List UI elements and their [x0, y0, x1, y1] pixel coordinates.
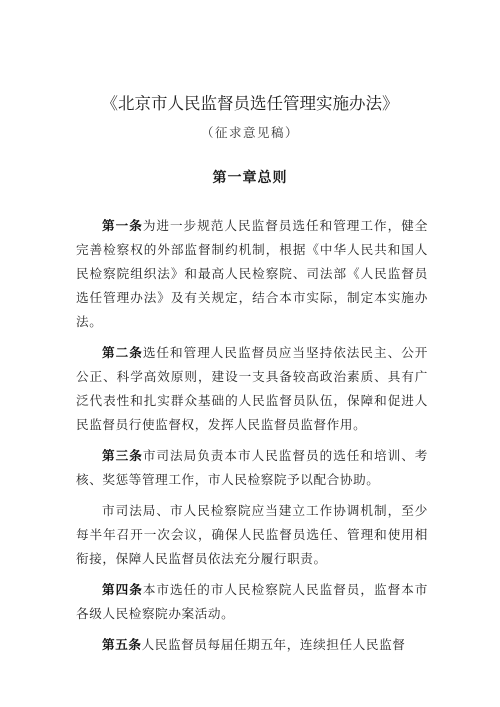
article-2-paragraph — [76, 341, 428, 437]
article-3-paragraph — [76, 444, 428, 492]
document-title: 《北京市人民监督员选任管理实施办法》 — [101, 94, 399, 113]
article-1-paragraph — [76, 214, 428, 334]
chapter-heading: 第一章总则 — [212, 170, 288, 186]
article-text: 为进一步规范人民监督员选任和管理工作，健全完善检察权的外部监督制约机制，根据《中华人民共和国人民检察院组织法》和最高人民检察院、司法部《人民监督员选任管理办法》及有关规定，结合本市实际，制定本实施办法。 — [76, 218, 428, 329]
article-text: 选任和管理人民监督员应当坚持依法民主、公开公正、科学高效原则，建设一支具备较高政治素质、具有广泛代表性和扎实群众基础的人民监督员队伍，保障和促进人民监督员行使监督权，发挥人民监督员监督作用。 — [76, 345, 428, 432]
document-body — [76, 214, 428, 664]
article-label: 第三条 — [102, 448, 143, 463]
article-label: 第二条 — [102, 345, 143, 360]
article-4-paragraph — [76, 578, 428, 626]
article-5-paragraph — [76, 633, 428, 657]
article-text: 本市选任的市人民检察院人民监督员，监督本市各级人民检察院办案活动。 — [76, 582, 428, 621]
article-text: 人民监督员每届任期五年，连续担任人民监督 — [141, 637, 406, 652]
article-label: 第一条 — [102, 218, 143, 233]
article-3-continuation-paragraph — [76, 499, 428, 571]
article-label: 第五条 — [102, 637, 142, 652]
document-subtitle: （征求意见稿） — [200, 125, 299, 140]
paragraph-text: 市司法局、市人民检察院应当建立工作协调机制，至少每半年召开一次会议，确保人民监督员选任、管理和使用相衔接，保障人民监督员依法充分履行职责。 — [76, 503, 428, 566]
article-text: 市司法局负责本市人民监督员的选任和培训、考核、奖惩等管理工作，市人民检察院予以配合协助。 — [76, 448, 428, 487]
article-label: 第四条 — [102, 582, 143, 597]
